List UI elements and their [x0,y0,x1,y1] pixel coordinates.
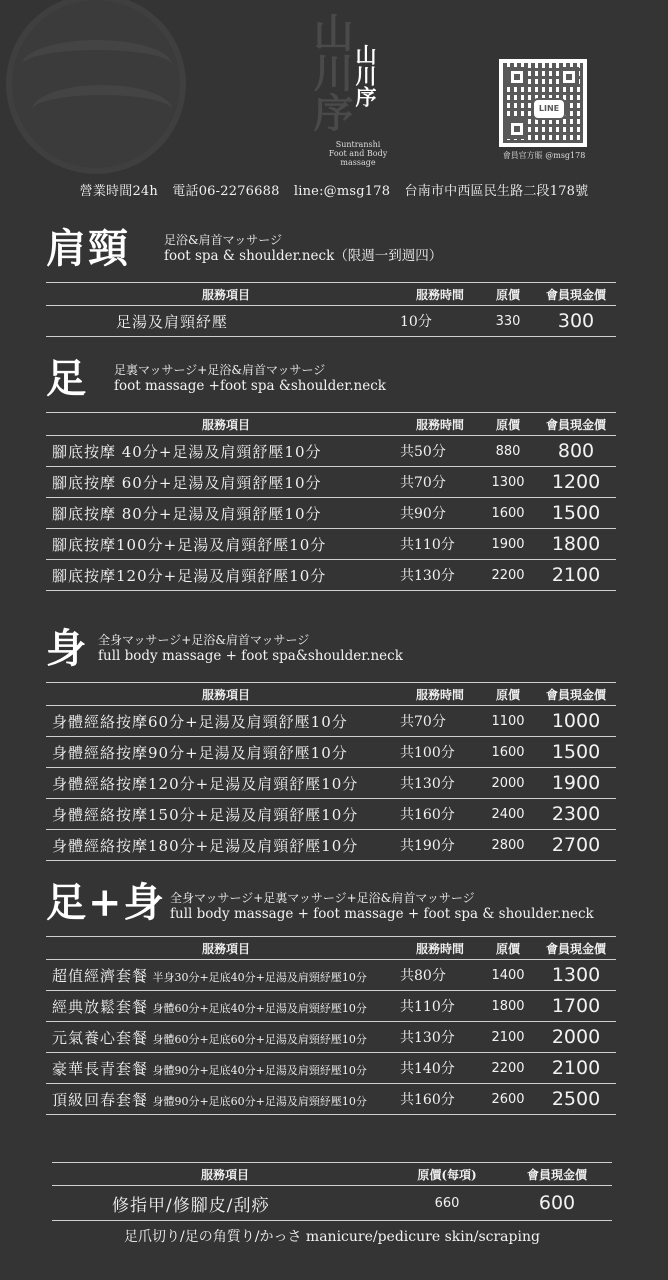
original-price: 880 [480,436,536,467]
section-shoulder-neck [46,226,616,337]
service-time: 10分 [400,306,480,337]
header-time: 服務時間 [400,937,480,960]
service-name [46,467,400,498]
service-time: 共130分 [400,1022,480,1053]
service-name [46,768,400,799]
table-row [52,1186,612,1221]
member-price: 2100 [536,560,616,591]
service-name [46,830,400,861]
member-price: 300 [536,306,616,337]
member-price: 1800 [536,529,616,560]
service-name [46,737,400,768]
header-member-price: 會員現金價 [536,937,616,960]
member-price: 1500 [536,737,616,768]
section-header [46,880,616,936]
member-price: 2100 [536,1053,616,1084]
price-table [46,412,616,591]
table-row [46,306,616,337]
section-description [98,632,403,664]
section-title: 足+身 [46,879,166,926]
service-time: 共110分 [400,991,480,1022]
original-price: 2800 [480,830,536,861]
line-qr-code[interactable] [499,59,587,147]
service-name-text: 身體經絡按摩60分+足湯及肩頸舒壓10分 [52,712,348,731]
section-desc-jp: 足裏マッサージ+足浴&肩首マッサージ [114,363,326,377]
header-service: 服務項目 [52,1163,392,1186]
address: 台南市中西區民生路二段178號 [404,184,589,199]
member-price: 2700 [536,830,616,861]
header-member-price: 會員現金價 [536,283,616,306]
member-price: 1900 [536,768,616,799]
header-original-price: 原價(每項) [392,1163,502,1186]
brand-name: 山川序 [353,44,378,107]
line-logo-icon: LINE [532,98,566,120]
package-detail: 身體60分+足底60分+足湯及肩頸紓壓10分 [152,1032,367,1046]
service-name-text: 修指甲/修腳皮/刮痧 [112,1195,270,1216]
service-name-text: 腳底按摩120分+足湯及肩頸舒壓10分 [52,566,327,585]
package-name: 頂級回春套餐 [52,1090,149,1109]
section-description [170,890,594,922]
service-name [46,498,400,529]
service-time: 共100分 [400,737,480,768]
service-name [46,799,400,830]
header-time: 服務時間 [400,413,480,436]
service-name [46,1084,400,1115]
member-price: 1700 [536,991,616,1022]
section-header [46,626,616,682]
service-name-text: 身體經絡按摩150分+足湯及肩頸舒壓10分 [52,805,359,824]
table-row [46,799,616,830]
service-name [46,706,400,737]
service-name-text: 腳底按摩 60分+足湯及肩頸舒壓10分 [52,473,322,492]
table-row [46,737,616,768]
header-service: 服務項目 [46,683,400,706]
section-body [46,626,616,861]
service-name-text: 腳底按摩 40分+足湯及肩頸舒壓10分 [52,442,322,461]
original-price: 1900 [480,529,536,560]
service-name [46,306,400,337]
qr-finder-icon [559,67,579,87]
header-time: 服務時間 [400,283,480,306]
section-header [46,226,616,282]
section-header [46,356,616,412]
section-desc-en: foot massage +foot spa &shoulder.neck [114,378,386,394]
brand-watermark: 山川序 [307,12,354,132]
brand-subtitle-line1: Suntranshi [335,140,381,149]
section-extra-services [52,1162,612,1221]
table-row [46,560,616,591]
package-detail: 半身30分+足底40分+足湯及肩頸紓壓10分 [152,970,367,984]
section-desc-jp: 全身マッサージ+足浴&肩首マッサージ [98,633,310,647]
header-member-price: 會員現金價 [502,1163,612,1186]
original-price: 1100 [480,706,536,737]
table-row [46,436,616,467]
section-foot-body-combo [46,880,616,1115]
section-desc-jp: 足浴&肩首マッサージ [164,233,282,247]
table-row [46,467,616,498]
section-foot [46,356,616,591]
table-row [46,706,616,737]
service-name-text: 腳底按摩 80分+足湯及肩頸舒壓10分 [52,504,322,523]
brand-logo-emblem [6,0,186,174]
member-price: 800 [536,436,616,467]
service-time: 共50分 [400,436,480,467]
original-price: 2400 [480,799,536,830]
service-name-text: 身體經絡按摩90分+足湯及肩頸舒壓10分 [52,743,348,762]
service-name-text: 身體經絡按摩180分+足湯及肩頸舒壓10分 [52,836,359,855]
table-header-row [46,413,616,436]
price-table [46,682,616,861]
qr-finder-icon [507,119,527,139]
original-price: 1600 [480,498,536,529]
service-time: 共190分 [400,830,480,861]
package-detail: 身體90分+足底60分+足湯及肩頸紓壓10分 [152,1094,367,1108]
service-name-text: 足湯及肩頸紓壓 [116,312,229,331]
table-row [46,1053,616,1084]
service-time: 共140分 [400,1053,480,1084]
service-name [46,436,400,467]
service-name [46,560,400,591]
member-price: 2300 [536,799,616,830]
price-table [46,936,616,1115]
service-time: 共130分 [400,560,480,591]
service-time: 共160分 [400,799,480,830]
business-hours: 營業時間24h [79,184,158,199]
original-price: 2600 [480,1084,536,1115]
section-title: 肩頸 [46,225,130,272]
brand-subtitle-line2: Foot and Body massage [328,149,388,167]
package-name: 元氣養心套餐 [52,1028,149,1047]
original-price: 1400 [480,960,536,991]
original-price: 2000 [480,768,536,799]
phone-number[interactable]: 電話06-2276688 [172,184,280,199]
package-detail: 身體60分+足底40分+足湯及肩頸紓壓10分 [152,1001,367,1015]
table-row [46,1022,616,1053]
table-header-row [52,1163,612,1186]
service-name [46,529,400,560]
header-original-price: 原價 [480,683,536,706]
original-price: 660 [392,1186,502,1221]
qr-finder-icon [507,67,527,87]
price-table [46,282,616,337]
header-service: 服務項目 [46,283,400,306]
header-service: 服務項目 [46,937,400,960]
service-time: 共70分 [400,467,480,498]
table-header-row [46,283,616,306]
qr-pattern [503,63,583,143]
section-desc-en: full body massage + foot massage + foot spa & shoulder.neck [170,906,594,922]
header-original-price: 原價 [480,283,536,306]
contact-info [0,180,668,199]
service-name [46,991,400,1022]
service-time: 共90分 [400,498,480,529]
service-time: 共70分 [400,706,480,737]
original-price: 1800 [480,991,536,1022]
header-service: 服務項目 [46,413,400,436]
package-name: 經典放鬆套餐 [52,997,149,1016]
member-price: 600 [502,1186,612,1221]
original-price: 1600 [480,737,536,768]
service-name [46,1022,400,1053]
header-member-price: 會員現金價 [536,413,616,436]
table-row [46,991,616,1022]
header-time: 服務時間 [400,683,480,706]
qr-caption: 會員官方賬 @msg178 [502,151,586,160]
original-price: 2100 [480,1022,536,1053]
table-row [46,1084,616,1115]
header-member-price: 會員現金價 [536,683,616,706]
service-time: 共80分 [400,960,480,991]
service-name [46,960,400,991]
table-row [46,768,616,799]
service-name [52,1186,392,1221]
header-original-price: 原價 [480,937,536,960]
section-desc-jp: 全身マッサージ+足裏マッサージ+足浴&肩首マッサージ [170,891,475,905]
table-row [46,529,616,560]
original-price: 1300 [480,467,536,498]
service-time: 共130分 [400,768,480,799]
table-row [46,960,616,991]
service-name-text: 身體經絡按摩120分+足湯及肩頸舒壓10分 [52,774,359,793]
member-price: 1200 [536,467,616,498]
section-title: 身 [46,625,88,672]
member-price: 2000 [536,1022,616,1053]
section-title: 足 [46,355,88,402]
table-header-row [46,683,616,706]
table-row [46,498,616,529]
member-price: 1500 [536,498,616,529]
service-name-text: 腳底按摩100分+足湯及肩頸舒壓10分 [52,535,327,554]
member-price: 1000 [536,706,616,737]
service-time: 共160分 [400,1084,480,1115]
package-name: 豪華長青套餐 [52,1059,149,1078]
header-original-price: 原價 [480,413,536,436]
original-price: 330 [480,306,536,337]
original-price: 2200 [480,1053,536,1084]
original-price: 2200 [480,560,536,591]
package-detail: 身體90分+足底40分+足湯及肩頸紓壓10分 [152,1063,367,1077]
brand-subtitle [322,140,394,167]
extra-services-note: 足爪切り/足の角質り/かっさ manicure/pedicure skin/scraping [124,1229,540,1245]
section-desc-en: foot spa & shoulder.neck（限週一到週四） [164,248,443,264]
table-row [46,830,616,861]
table-header-row [46,937,616,960]
price-table [52,1162,612,1221]
section-description [114,362,386,394]
section-description [164,232,442,264]
section-desc-en: full body massage + foot spa&shoulder.neck [98,648,403,664]
package-name: 超值經濟套餐 [52,966,149,985]
service-time: 共110分 [400,529,480,560]
member-price: 2500 [536,1084,616,1115]
member-price: 1300 [536,960,616,991]
line-id[interactable]: line:@msg178 [293,184,391,199]
service-name [46,1053,400,1084]
